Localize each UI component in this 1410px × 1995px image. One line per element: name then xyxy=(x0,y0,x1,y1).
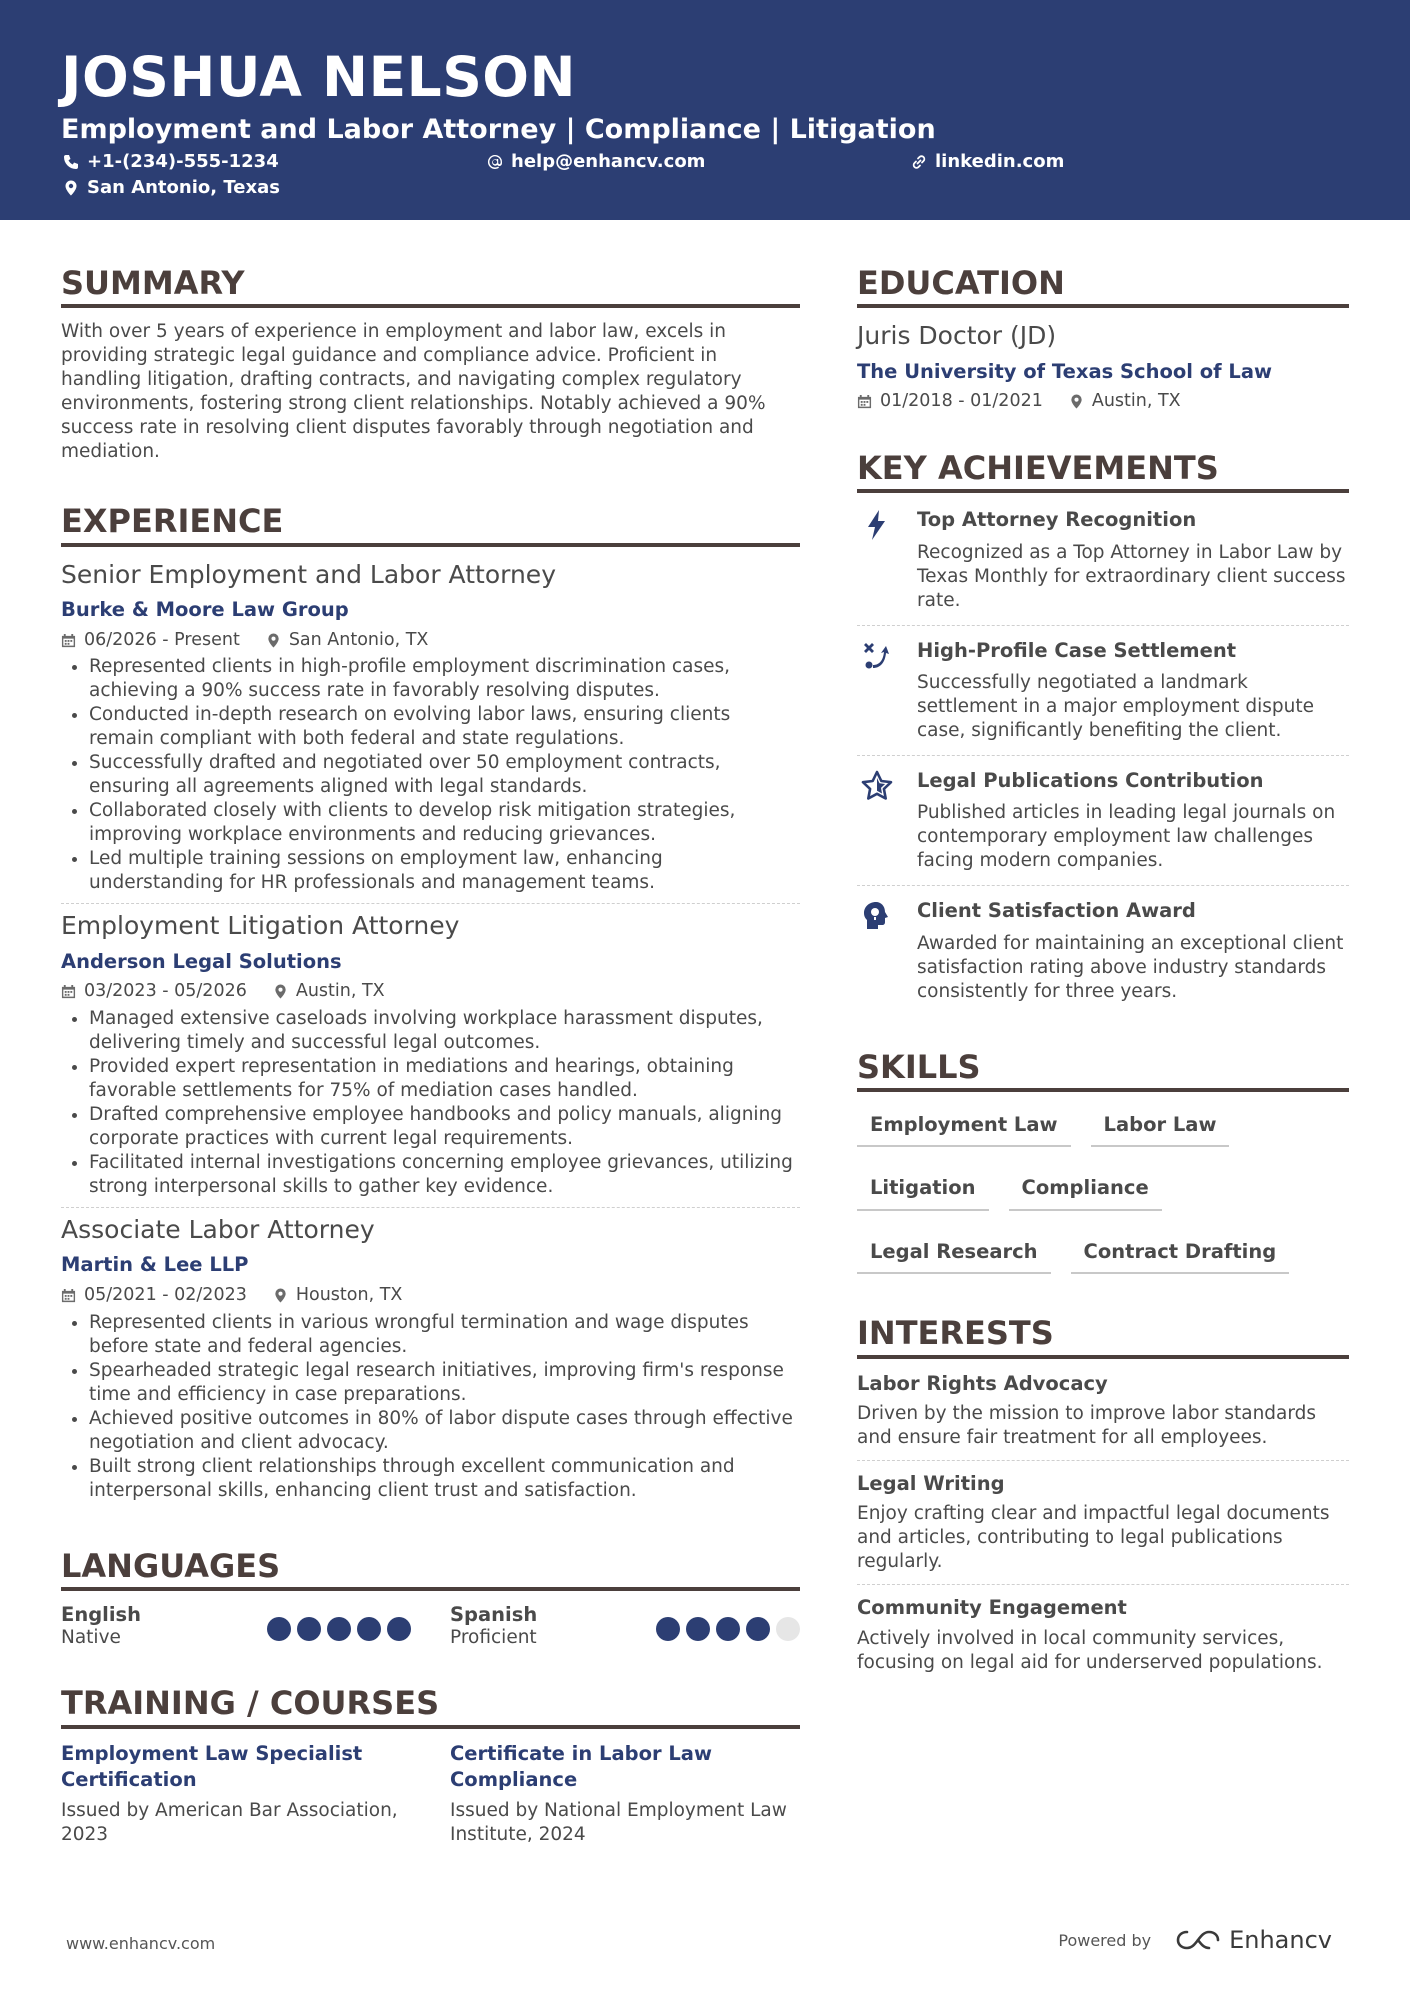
skills-list xyxy=(857,1108,1349,1274)
rating-dot-filled xyxy=(297,1617,321,1641)
location-pin-icon xyxy=(273,984,288,999)
interests-section xyxy=(857,1314,1349,1684)
email-contact[interactable] xyxy=(487,153,705,171)
interest-desc: Enjoy crafting clear and impactful legal documents and articles, contributing to legal publications regularly. xyxy=(857,1503,1330,1573)
rating-dot-filled xyxy=(357,1617,381,1641)
job-meta xyxy=(61,1284,800,1307)
skill-tag: Contract Drafting xyxy=(1071,1235,1290,1274)
summary-heading: SUMMARY xyxy=(61,264,800,308)
job-entry xyxy=(61,903,800,1207)
phone-contact xyxy=(63,153,279,171)
language-rating xyxy=(656,1617,800,1641)
interest-item xyxy=(857,1460,1349,1584)
job-bullets xyxy=(61,655,800,895)
location-pin-icon xyxy=(266,633,281,648)
company-name: Martin & Lee LLP xyxy=(61,1253,249,1277)
link-text: linkedin.com xyxy=(935,151,1065,172)
calendar-icon xyxy=(61,984,76,999)
left-column xyxy=(61,264,800,1847)
headline: Employment and Labor Attorney | Compliance | Litigation xyxy=(61,114,936,145)
powered-by-text: Powered by xyxy=(1058,1930,1152,1950)
rating-dot-filled xyxy=(387,1617,411,1641)
training-title: Employment Law Specialist Certification xyxy=(61,1741,363,1791)
degree: Juris Doctor (JD) xyxy=(857,321,1057,351)
training-item xyxy=(450,1741,800,1847)
rating-dot-filled xyxy=(746,1617,770,1641)
achievement-desc: Awarded for maintaining an exceptional client satisfaction rating above industry standards consistently for three years. xyxy=(917,932,1344,1002)
education-dates: 01/2018 - 01/2021 xyxy=(880,391,1043,412)
job-meta xyxy=(61,629,800,652)
bullet-item: • Managed extensive caseloads involving workplace harassment disputes, delivering timely and successful legal outcomes. xyxy=(89,1007,800,1055)
job-title: Employment Litigation Attorney xyxy=(61,911,460,941)
brand-logo[interactable] xyxy=(1175,1926,1332,1954)
achievements-section xyxy=(857,449,1349,1016)
achievement-desc: Published articles in leading legal journals on contemporary employment law challenges facing modern companies. xyxy=(917,802,1336,872)
school-name: The University of Texas School of Law xyxy=(857,359,1273,383)
candidate-name: JOSHUA NELSON xyxy=(61,45,577,109)
training-desc: Issued by American Bar Association, 2023 xyxy=(61,1799,398,1845)
training-heading: TRAINING / COURSES xyxy=(61,1684,800,1728)
language-level: Native xyxy=(61,1627,121,1649)
job-bullets xyxy=(61,1007,800,1199)
bullet-item: • Facilitated internal investigations concerning employee grievances, utilizing strong interpersonal skills to gather key evidence. xyxy=(89,1151,800,1199)
experience-section xyxy=(61,502,800,1510)
language-rating xyxy=(267,1617,411,1641)
education-heading: EDUCATION xyxy=(857,264,1349,308)
achievement-item xyxy=(857,625,1349,755)
job-location: San Antonio, TX xyxy=(288,629,429,650)
achievement-desc: Recognized as a Top Attorney in Labor Law by Texas Monthly for extraordinary client success rate. xyxy=(917,541,1346,611)
bullet-item: • Led multiple training sessions on employment law, enhancing understanding for HR professionals and management teams. xyxy=(89,847,800,895)
language-level: Proficient xyxy=(450,1627,537,1649)
enhancv-logo-icon xyxy=(1175,1928,1221,1952)
interest-title: Labor Rights Advocacy xyxy=(857,1371,1108,1395)
summary-text: With over 5 years of experience in employment and labor law, excels in providing strategic legal guidance and compliance advice. Proficient in handling litigation, drafting contracts, and navigating complex regulatory environments, fostering strong client relationships. Notably achieved a 90% success rate in resolving client disputes favorably through negotiation and mediation. xyxy=(61,321,766,463)
head-idea-icon xyxy=(861,900,893,932)
calendar-icon xyxy=(857,394,872,409)
footer-website[interactable]: www.enhancv.com xyxy=(66,1934,216,1953)
bullet-item: • Drafted comprehensive employee handbooks and policy manuals, aligning corporate practices with current legal requirements. xyxy=(89,1103,800,1151)
training-desc: Issued by National Employment Law Institute, 2024 xyxy=(450,1799,787,1845)
skill-tag: Litigation xyxy=(857,1171,989,1210)
bullet-item: • Spearheaded strategic legal research initiatives, improving firm's response time and efficiency in case preparations. xyxy=(89,1359,800,1407)
languages-heading: LANGUAGES xyxy=(61,1547,800,1591)
phone-icon xyxy=(63,154,79,170)
location-contact xyxy=(63,179,280,197)
job-bullets xyxy=(61,1311,800,1503)
bullet-item: • Successfully drafted and negotiated over 50 employment contracts, ensuring all agreements aligned with legal standards. xyxy=(89,751,800,799)
rating-dot-filled xyxy=(656,1617,680,1641)
strategy-icon xyxy=(861,640,893,672)
bullet-item: • Achieved positive outcomes in 80% of labor dispute cases through effective negotiation and client advocacy. xyxy=(89,1407,800,1455)
language-item xyxy=(450,1603,800,1650)
lightning-icon xyxy=(861,509,893,541)
location-pin-icon xyxy=(273,1288,288,1303)
experience-heading: EXPERIENCE xyxy=(61,502,800,546)
rating-dot-filled xyxy=(716,1617,740,1641)
email-text: help@enhancv.com xyxy=(511,151,706,172)
location-pin-icon xyxy=(63,180,79,196)
bullet-item: • Collaborated closely with clients to develop risk mitigation strategies, improving workplace environments and reducing grievances. xyxy=(89,799,800,847)
interest-desc: Actively involved in local community services, focusing on legal aid for underserved populations. xyxy=(857,1627,1323,1673)
calendar-icon xyxy=(61,1288,76,1303)
job-entry xyxy=(61,559,800,904)
job-title: Senior Employment and Labor Attorney xyxy=(61,559,556,589)
right-column xyxy=(857,264,1349,1685)
interest-item xyxy=(857,1584,1349,1684)
job-dates: 05/2021 - 02/2023 xyxy=(84,1284,247,1305)
achievement-item xyxy=(857,495,1349,624)
star-icon xyxy=(861,770,893,802)
footer-branding xyxy=(1058,1926,1332,1954)
company-name: Anderson Legal Solutions xyxy=(61,949,342,973)
achievement-title: High-Profile Case Settlement xyxy=(917,638,1237,662)
location-text: San Antonio, Texas xyxy=(87,177,280,198)
education-location: Austin, TX xyxy=(1091,391,1181,412)
interest-item xyxy=(857,1361,1349,1460)
job-title: Associate Labor Attorney xyxy=(61,1214,375,1244)
training-item xyxy=(61,1741,411,1847)
brand-name: Enhancv xyxy=(1229,1926,1332,1954)
language-name: English xyxy=(61,1602,142,1626)
rating-dot-filled xyxy=(686,1617,710,1641)
job-location: Houston, TX xyxy=(295,1284,403,1305)
rating-dot-filled xyxy=(267,1617,291,1641)
interest-title: Legal Writing xyxy=(857,1471,1005,1495)
education-section xyxy=(857,264,1349,413)
job-dates: 03/2023 - 05/2026 xyxy=(84,981,247,1002)
resume-header xyxy=(0,0,1410,220)
rating-dot-filled xyxy=(327,1617,351,1641)
interest-title: Community Engagement xyxy=(857,1596,1127,1620)
job-location: Austin, TX xyxy=(295,981,385,1002)
phone-text: +1-(234)-555-1234 xyxy=(87,151,279,172)
location-pin-icon xyxy=(1069,394,1084,409)
company-name: Burke & Moore Law Group xyxy=(61,598,349,622)
job-meta xyxy=(61,980,800,1003)
language-item xyxy=(61,1603,411,1650)
achievement-title: Top Attorney Recognition xyxy=(917,508,1197,532)
education-meta xyxy=(857,390,1349,413)
achievement-desc: Successfully negotiated a landmark settlement in a major employment dispute case, significantly benefiting the client. xyxy=(917,672,1315,742)
skill-tag: Employment Law xyxy=(857,1108,1071,1147)
skills-heading: SKILLS xyxy=(857,1048,1349,1092)
calendar-icon xyxy=(61,633,76,648)
bullet-item: • Conducted in-depth research on evolving labor laws, ensuring clients remain compliant with both federal and state regulations. xyxy=(89,703,800,751)
training-section xyxy=(61,1684,800,1846)
languages-section xyxy=(61,1547,800,1651)
bullet-item: • Built strong client relationships through excellent communication and interpersonal skills, enhancing client trust and satisfaction. xyxy=(89,1455,800,1503)
job-entry xyxy=(61,1207,800,1511)
link-icon xyxy=(911,154,927,170)
bullet-item: • Provided expert representation in mediations and hearings, obtaining favorable settlements for 75% of mediation cases handled. xyxy=(89,1055,800,1103)
rating-dot-empty xyxy=(776,1617,800,1641)
bullet-item: • Represented clients in various wrongful termination and wage disputes before state and federal agencies. xyxy=(89,1311,800,1359)
skill-tag: Labor Law xyxy=(1091,1108,1230,1147)
interests-heading: INTERESTS xyxy=(857,1314,1349,1358)
skill-tag: Legal Research xyxy=(857,1235,1051,1274)
link-contact[interactable] xyxy=(911,153,1064,171)
achievement-title: Legal Publications Contribution xyxy=(917,769,1264,793)
skill-tag: Compliance xyxy=(1009,1171,1162,1210)
bullet-item: • Represented clients in high-profile employment discrimination cases, achieving a 90% success rate in favorably resolving disputes. xyxy=(89,655,800,703)
achievement-item xyxy=(857,755,1349,885)
summary-section xyxy=(61,264,800,464)
skills-section xyxy=(857,1048,1349,1274)
at-icon xyxy=(487,154,503,170)
achievement-title: Client Satisfaction Award xyxy=(917,899,1196,923)
language-name: Spanish xyxy=(450,1602,538,1626)
achievement-item xyxy=(857,885,1349,1015)
achievements-heading: KEY ACHIEVEMENTS xyxy=(857,449,1349,493)
job-dates: 06/2026 - Present xyxy=(84,629,240,650)
training-title: Certificate in Labor Law Compliance xyxy=(450,1741,712,1791)
interest-desc: Driven by the mission to improve labor standards and ensure fair treatment for all employees. xyxy=(857,1402,1317,1448)
